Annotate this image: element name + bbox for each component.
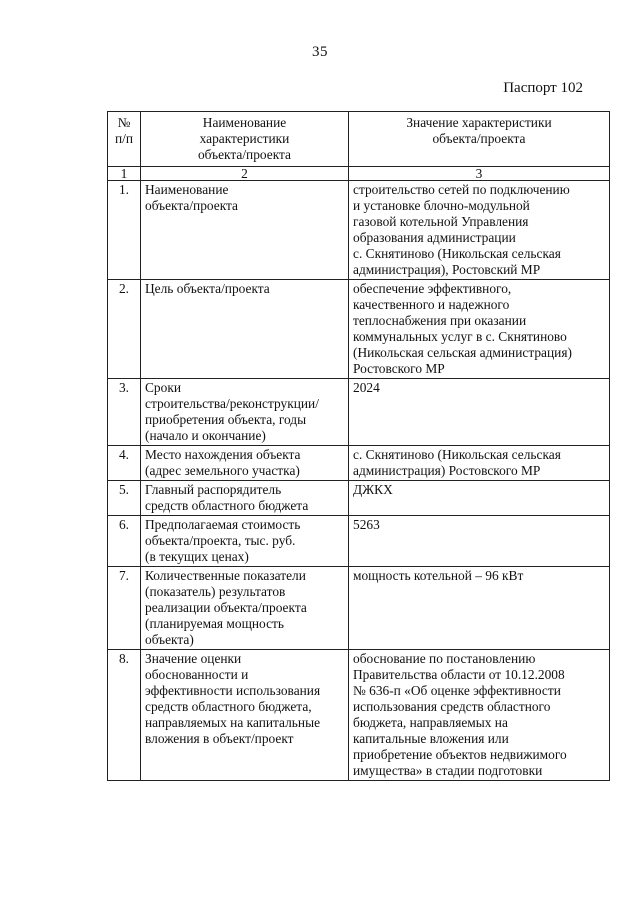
- table-header-row: [108, 112, 610, 167]
- row-characteristic-value: мощность котельной – 96 кВт: [349, 567, 610, 650]
- row-characteristic-value: 2024: [349, 379, 610, 446]
- table-row: [108, 481, 610, 516]
- row-characteristic-name: Цель объекта/проекта: [141, 280, 349, 379]
- passport-label: Паспорт 102: [503, 80, 583, 96]
- table-row: [108, 567, 610, 650]
- row-number: 5.: [108, 481, 141, 516]
- row-characteristic-value: обеспечение эффективного, качественного и надежного теплоснабжения при оказании коммунальных услуг в с. Скнятиново (Никольская сельская администрация) Ростовского МР: [349, 280, 610, 379]
- header-number: № п/п: [108, 112, 141, 167]
- column-number: 1: [108, 167, 141, 181]
- header-characteristic-value: Значение характеристики объекта/проекта: [349, 112, 610, 167]
- row-characteristic-name: Предполагаемая стоимость объекта/проекта, тыс. руб. (в текущих ценах): [141, 516, 349, 567]
- row-characteristic-value: 5263: [349, 516, 610, 567]
- row-characteristic-value: с. Скнятиново (Никольская сельская администрация) Ростовского МР: [349, 446, 610, 481]
- table-row: [108, 446, 610, 481]
- table-row: [108, 379, 610, 446]
- row-characteristic-name: Главный распорядитель средств областного бюджета: [141, 481, 349, 516]
- table-row: [108, 181, 610, 280]
- row-characteristic-name: Значение оценки обоснованности и эффективности использования средств областного бюджета, направляемых на капитальные вложения в объект/проект: [141, 650, 349, 781]
- row-number: 4.: [108, 446, 141, 481]
- row-characteristic-name: Место нахождения объекта (адрес земельного участка): [141, 446, 349, 481]
- column-number: 2: [141, 167, 349, 181]
- row-number: 2.: [108, 280, 141, 379]
- page-number: 35: [312, 44, 328, 60]
- row-characteristic-name: Наименование объекта/проекта: [141, 181, 349, 280]
- row-characteristic-name: Сроки строительства/реконструкции/ приобретения объекта, годы (начало и окончание): [141, 379, 349, 446]
- row-characteristic-value: строительство сетей по подключению и установке блочно-модульной газовой котельной Управления образования администрации с. Скнятиново (Никольская сельская администрация), Ростовский МР: [349, 181, 610, 280]
- table-row: [108, 280, 610, 379]
- header-characteristic-name: Наименование характеристики объекта/проекта: [141, 112, 349, 167]
- row-number: 1.: [108, 181, 141, 280]
- table-row: [108, 650, 610, 781]
- row-number: 7.: [108, 567, 141, 650]
- row-characteristic-name: Количественные показатели (показатель) результатов реализации объекта/проекта (планируемая мощность объекта): [141, 567, 349, 650]
- passport-table: [107, 111, 610, 781]
- column-number-row: [108, 167, 610, 181]
- row-characteristic-value: ДЖКХ: [349, 481, 610, 516]
- column-number: 3: [349, 167, 610, 181]
- table-row: [108, 516, 610, 567]
- row-number: 3.: [108, 379, 141, 446]
- row-number: 6.: [108, 516, 141, 567]
- row-characteristic-value: обоснование по постановлению Правительства области от 10.12.2008 № 636-п «Об оценке эффективности использования средств областного бюджета, направляемых на капитальные вложения или приобретение объектов недвижимого имущества» в стадии подготовки: [349, 650, 610, 781]
- row-number: 8.: [108, 650, 141, 781]
